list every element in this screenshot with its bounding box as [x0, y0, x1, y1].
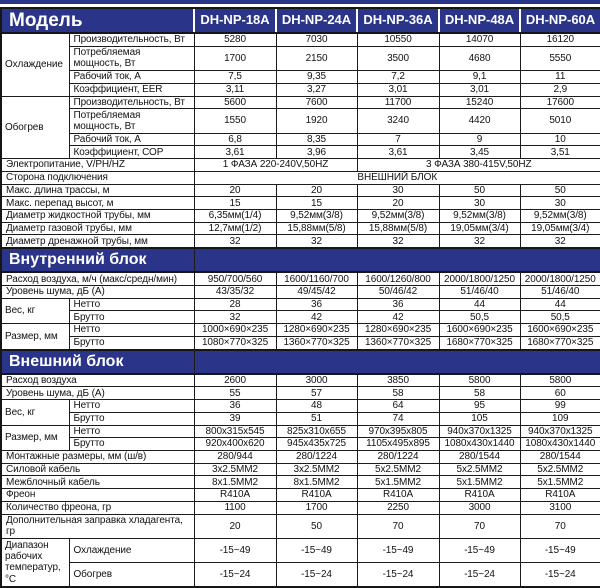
- data-cell: 51: [276, 412, 357, 425]
- data-cell: 5280: [194, 33, 276, 46]
- data-cell: 30: [439, 197, 520, 210]
- table-row: [1, 438, 600, 451]
- row-label-cell: Производительность, Вт: [69, 33, 194, 46]
- data-cell: 3,01: [439, 83, 520, 96]
- data-cell: 3,11: [194, 83, 276, 96]
- data-cell: 15: [194, 197, 276, 210]
- row-label-cell: Уровень шума, дБ (А): [1, 285, 194, 298]
- data-cell: R410A: [520, 489, 600, 502]
- data-cell: 1600×690×235: [520, 324, 600, 337]
- data-cell: 58: [439, 387, 520, 400]
- data-cell: 4680: [439, 46, 520, 70]
- data-cell: 1080x430x1440: [439, 438, 520, 451]
- table-row: [1, 450, 600, 463]
- data-cell: 3240: [357, 109, 439, 133]
- data-cell: 1600/1260/800: [357, 272, 439, 285]
- data-cell: 5x1.5MM2: [520, 476, 600, 489]
- data-cell: 3,01: [357, 83, 439, 96]
- data-cell: 30: [357, 184, 439, 197]
- data-cell: 1 ФАЗА 220-240V,50HZ: [194, 159, 357, 172]
- data-cell: 70: [439, 514, 520, 538]
- data-cell: 3 ФАЗА 380-415V,50HZ: [357, 159, 600, 172]
- data-cell: 5550: [520, 46, 600, 70]
- data-cell: 5600: [194, 96, 276, 109]
- data-cell: 20: [276, 184, 357, 197]
- table-row: [1, 412, 600, 425]
- data-cell: 60: [520, 387, 600, 400]
- data-cell: 15,88мм(5/8): [357, 222, 439, 235]
- data-cell: 2000/1800/1250: [439, 272, 520, 285]
- table-row: [1, 489, 600, 502]
- data-cell: R410A: [439, 489, 520, 502]
- data-cell: 1600/1160/700: [276, 272, 357, 285]
- data-cell: 280/1224: [276, 450, 357, 463]
- data-cell: 36: [357, 298, 439, 311]
- row-label-cell: Нетто: [69, 400, 194, 413]
- data-cell: 4420: [439, 109, 520, 133]
- data-cell: 1680×770×325: [439, 336, 520, 349]
- data-cell: 20: [357, 197, 439, 210]
- data-cell: -15~49: [194, 538, 276, 562]
- data-cell: 1100: [194, 501, 276, 514]
- table-row: [1, 336, 600, 349]
- table-row: [1, 197, 600, 210]
- data-cell: 51/46/40: [439, 285, 520, 298]
- data-cell: 109: [520, 412, 600, 425]
- table-row: [1, 184, 600, 197]
- data-cell: 8,35: [276, 133, 357, 146]
- data-cell: 3,45: [439, 146, 520, 159]
- data-cell: 39: [194, 412, 276, 425]
- data-cell: R410A: [194, 489, 276, 502]
- data-cell: 970x395x805: [357, 425, 439, 438]
- data-cell: 58: [357, 387, 439, 400]
- data-cell: 9,52мм(3/8): [357, 210, 439, 223]
- data-cell: 5x2.5MM2: [357, 463, 439, 476]
- data-cell: 2150: [276, 46, 357, 70]
- section-band-fill: [194, 350, 600, 374]
- data-cell: 20: [194, 184, 276, 197]
- data-cell: 17600: [520, 96, 600, 109]
- data-cell: -15~49: [357, 538, 439, 562]
- data-cell: -15~49: [439, 538, 520, 562]
- table-row: [1, 400, 600, 413]
- table-row: [1, 387, 600, 400]
- spec-table: [0, 7, 600, 588]
- table-row: [1, 146, 600, 159]
- data-cell: 70: [357, 514, 439, 538]
- data-cell: 5800: [520, 374, 600, 387]
- data-cell: 36: [194, 400, 276, 413]
- data-cell: 9,35: [276, 71, 357, 84]
- data-cell: 64: [357, 400, 439, 413]
- data-cell: 8x1.5MM2: [194, 476, 276, 489]
- data-cell: 105: [439, 412, 520, 425]
- data-cell: 43/35/32: [194, 285, 276, 298]
- model-header-cell: DH-NP-24A: [276, 8, 357, 33]
- data-cell: 15: [276, 197, 357, 210]
- row-label-cell: Диаметр дренажной трубы, мм: [1, 235, 194, 248]
- data-cell: 57: [276, 387, 357, 400]
- model-header-cell: DH-NP-48A: [439, 8, 520, 33]
- data-cell: 950/700/560: [194, 272, 276, 285]
- data-cell: 32: [194, 311, 276, 324]
- data-cell: 3000: [276, 374, 357, 387]
- table-row: [1, 83, 600, 96]
- model-header-cell: DH-NP-36A: [357, 8, 439, 33]
- data-cell: 8x1.5MM2: [276, 476, 357, 489]
- data-cell: 1080×770×325: [194, 336, 276, 349]
- table-row: [1, 324, 600, 337]
- data-cell: 6,8: [194, 133, 276, 146]
- row-label-cell: Дополнительная заправка хладагента, гр: [1, 514, 194, 538]
- data-cell: 36: [276, 298, 357, 311]
- table-row: [1, 272, 600, 285]
- row-label-cell: Нетто: [69, 324, 194, 337]
- data-cell: 32: [357, 235, 439, 248]
- data-cell: 1000×690×235: [194, 324, 276, 337]
- data-cell: 5x1.5MM2: [357, 476, 439, 489]
- section-band-row: [1, 248, 600, 272]
- table-row: [1, 285, 600, 298]
- data-cell: 9,52мм(3/8): [439, 210, 520, 223]
- data-cell: 99: [520, 400, 600, 413]
- row-label-cell: Потребляемая мощность, Вт: [69, 46, 194, 70]
- group-label-cell: Размер, мм: [1, 425, 69, 450]
- data-cell: 30: [520, 197, 600, 210]
- data-cell: 920x400x620: [194, 438, 276, 451]
- table-row: [1, 562, 600, 587]
- row-label-cell: Брутто: [69, 438, 194, 451]
- data-cell: 9,52мм(3/8): [276, 210, 357, 223]
- row-label-cell: Диаметр газовой трубы, мм: [1, 222, 194, 235]
- row-label-cell: Количество фреона, гр: [1, 501, 194, 514]
- data-cell: 3x2.5MM2: [194, 463, 276, 476]
- data-cell: 940x370x1325: [520, 425, 600, 438]
- data-cell: -15~24: [439, 562, 520, 587]
- data-cell: 9,52мм(3/8): [520, 210, 600, 223]
- data-cell: 3850: [357, 374, 439, 387]
- row-label-cell: Макс. перепад высот, м: [1, 197, 194, 210]
- data-cell: 32: [276, 235, 357, 248]
- data-cell: 3x2.5MM2: [276, 463, 357, 476]
- data-cell: -15~24: [357, 562, 439, 587]
- table-row: [1, 374, 600, 387]
- data-cell: 50: [520, 184, 600, 197]
- table-row: [1, 96, 600, 109]
- data-cell: 1280×690×235: [357, 324, 439, 337]
- data-cell: 2250: [357, 501, 439, 514]
- data-cell: 800x315x545: [194, 425, 276, 438]
- row-label-cell: Макс. длина трассы, м: [1, 184, 194, 197]
- data-cell: 2,9: [520, 83, 600, 96]
- model-header-cell: DH-NP-18A: [194, 8, 276, 33]
- row-label-cell: Уровень шума, дБ (А): [1, 387, 194, 400]
- row-label-cell: Потребляемая мощность, Вт: [69, 109, 194, 133]
- data-cell: 7: [357, 133, 439, 146]
- row-label-cell: Фреон: [1, 489, 194, 502]
- section-title: Внутренний блок: [1, 248, 194, 272]
- row-label-cell: Расход воздуха: [1, 374, 194, 387]
- row-label-cell: Брутто: [69, 336, 194, 349]
- row-label-cell: Обогрев: [69, 562, 194, 587]
- data-cell: 19,05мм(3/4): [520, 222, 600, 235]
- section-band-fill: [194, 248, 600, 272]
- data-cell: 44: [439, 298, 520, 311]
- data-cell: 32: [520, 235, 600, 248]
- table-row: [1, 425, 600, 438]
- data-cell: 50: [276, 514, 357, 538]
- data-cell: R410A: [357, 489, 439, 502]
- data-cell: 9,1: [439, 71, 520, 84]
- data-cell: 2000/1800/1250: [520, 272, 600, 285]
- data-cell: R410A: [276, 489, 357, 502]
- row-label-cell: Расход воздуха, м/ч (макс/средн/мин): [1, 272, 194, 285]
- data-cell: 3,51: [520, 146, 600, 159]
- data-cell: 3,27: [276, 83, 357, 96]
- data-cell: 3100: [520, 501, 600, 514]
- row-label-cell: Коэффициент, СОР: [69, 146, 194, 159]
- row-label-cell: Нетто: [69, 425, 194, 438]
- model-header-cell: DH-NP-60A: [520, 8, 600, 33]
- data-cell: 44: [520, 298, 600, 311]
- row-label-cell: Коэффициент, EER: [69, 83, 194, 96]
- table-row: [1, 171, 600, 184]
- row-label-cell: Электропитание, V/PH/HZ: [1, 159, 194, 172]
- data-cell: 6,35мм(1/4): [194, 210, 276, 223]
- table-row: [1, 463, 600, 476]
- group-label-cell: Размер, мм: [1, 324, 69, 350]
- table-row: [1, 311, 600, 324]
- data-cell: 74: [357, 412, 439, 425]
- data-cell: 50,5: [520, 311, 600, 324]
- data-cell: 49/45/42: [276, 285, 357, 298]
- data-cell: 32: [194, 235, 276, 248]
- data-cell: 7030: [276, 33, 357, 46]
- data-cell: 32: [439, 235, 520, 248]
- table-row: [1, 501, 600, 514]
- table-row: [1, 159, 600, 172]
- data-cell: 1360×770×325: [357, 336, 439, 349]
- table-row: [1, 235, 600, 248]
- data-cell: 9: [439, 133, 520, 146]
- data-cell: 3000: [439, 501, 520, 514]
- row-label-cell: Рабочий ток, А: [69, 133, 194, 146]
- table-row: [1, 46, 600, 70]
- data-cell: 48: [276, 400, 357, 413]
- data-cell: 3,61: [194, 146, 276, 159]
- data-cell: 28: [194, 298, 276, 311]
- data-cell: 945x435x725: [276, 438, 357, 451]
- table-row: [1, 109, 600, 133]
- data-cell: 1105x495x895: [357, 438, 439, 451]
- row-label-cell: Брутто: [69, 311, 194, 324]
- data-cell: -15~24: [276, 562, 357, 587]
- data-cell: 14070: [439, 33, 520, 46]
- data-cell: 19,05мм(3/4): [439, 222, 520, 235]
- data-cell: 825x310x655: [276, 425, 357, 438]
- section-band-row: [1, 350, 600, 374]
- row-label-cell: Производительность, Вт: [69, 96, 194, 109]
- data-cell: 2600: [194, 374, 276, 387]
- data-cell: 280/1544: [439, 450, 520, 463]
- row-label-cell: Брутто: [69, 412, 194, 425]
- row-label-cell: Охлаждение: [69, 538, 194, 562]
- data-cell: 1700: [276, 501, 357, 514]
- data-cell: 5x2.5MM2: [520, 463, 600, 476]
- table-row: [1, 71, 600, 84]
- table-row: [1, 210, 600, 223]
- group-label-cell: Обогрев: [1, 96, 69, 159]
- data-cell: 10550: [357, 33, 439, 46]
- data-cell: 55: [194, 387, 276, 400]
- model-header-label: Модель: [1, 8, 194, 33]
- data-cell: 95: [439, 400, 520, 413]
- table-row: [1, 476, 600, 489]
- group-label-cell: Вес, кг: [1, 400, 69, 425]
- row-label-cell: Рабочий ток, А: [69, 71, 194, 84]
- data-cell: 1550: [194, 109, 276, 133]
- data-cell: 50/46/42: [357, 285, 439, 298]
- row-label-cell: Межблочный кабель: [1, 476, 194, 489]
- table-row: [1, 33, 600, 46]
- top-accent-strip: [0, 0, 600, 4]
- table-row: [1, 538, 600, 562]
- data-cell: 940x370x1325: [439, 425, 520, 438]
- table-row: [1, 298, 600, 311]
- section-title: Внешний блок: [1, 350, 194, 374]
- table-row: [1, 514, 600, 538]
- data-cell: 3,61: [357, 146, 439, 159]
- data-cell: 50,5: [439, 311, 520, 324]
- data-cell: 1360×770×325: [276, 336, 357, 349]
- data-cell: 16120: [520, 33, 600, 46]
- data-cell: 20: [194, 514, 276, 538]
- data-cell: 70: [520, 514, 600, 538]
- data-cell: 5010: [520, 109, 600, 133]
- data-cell: 280/1544: [520, 450, 600, 463]
- data-cell: 5x2.5MM2: [439, 463, 520, 476]
- data-cell: -15~49: [276, 538, 357, 562]
- data-cell: 1920: [276, 109, 357, 133]
- data-cell: 280/944: [194, 450, 276, 463]
- table-row: [1, 222, 600, 235]
- group-label-cell: Охлаждение: [1, 33, 69, 96]
- row-label-cell: Нетто: [69, 298, 194, 311]
- row-label-cell: Диаметр жидкостной трубы, мм: [1, 210, 194, 223]
- data-cell: 7,5: [194, 71, 276, 84]
- data-cell: 15,88мм(5/8): [276, 222, 357, 235]
- data-cell: 50: [439, 184, 520, 197]
- data-cell: 7600: [276, 96, 357, 109]
- data-cell: 7,2: [357, 71, 439, 84]
- data-cell: 1680×770×325: [520, 336, 600, 349]
- group-label-cell: Диапазон рабочих температур,°С: [1, 538, 69, 587]
- group-label-cell: Вес, кг: [1, 298, 69, 323]
- data-cell: 1080x430x1440: [520, 438, 600, 451]
- data-cell: 1280×690×235: [276, 324, 357, 337]
- spec-table-body: [1, 8, 600, 587]
- data-cell: 1600×690×235: [439, 324, 520, 337]
- table-row: [1, 133, 600, 146]
- data-cell: 12,7мм(1/2): [194, 222, 276, 235]
- data-cell: 51/46/40: [520, 285, 600, 298]
- data-cell: -15~24: [194, 562, 276, 587]
- data-cell: ВНЕШНИЙ БЛОК: [194, 171, 600, 184]
- data-cell: 1700: [194, 46, 276, 70]
- data-cell: 42: [276, 311, 357, 324]
- data-cell: 10: [520, 133, 600, 146]
- data-cell: -15~49: [520, 538, 600, 562]
- data-cell: 3,96: [276, 146, 357, 159]
- data-cell: -15~24: [520, 562, 600, 587]
- data-cell: 42: [357, 311, 439, 324]
- data-cell: 15240: [439, 96, 520, 109]
- data-cell: 5800: [439, 374, 520, 387]
- row-label-cell: Силовой кабель: [1, 463, 194, 476]
- data-cell: 11: [520, 71, 600, 84]
- data-cell: 280/1224: [357, 450, 439, 463]
- data-cell: 5x1.5MM2: [439, 476, 520, 489]
- row-label-cell: Сторона подключения: [1, 171, 194, 184]
- row-label-cell: Монтажные размеры, мм (ш/в): [1, 450, 194, 463]
- data-cell: 3500: [357, 46, 439, 70]
- header-row: [1, 8, 600, 33]
- data-cell: 11700: [357, 96, 439, 109]
